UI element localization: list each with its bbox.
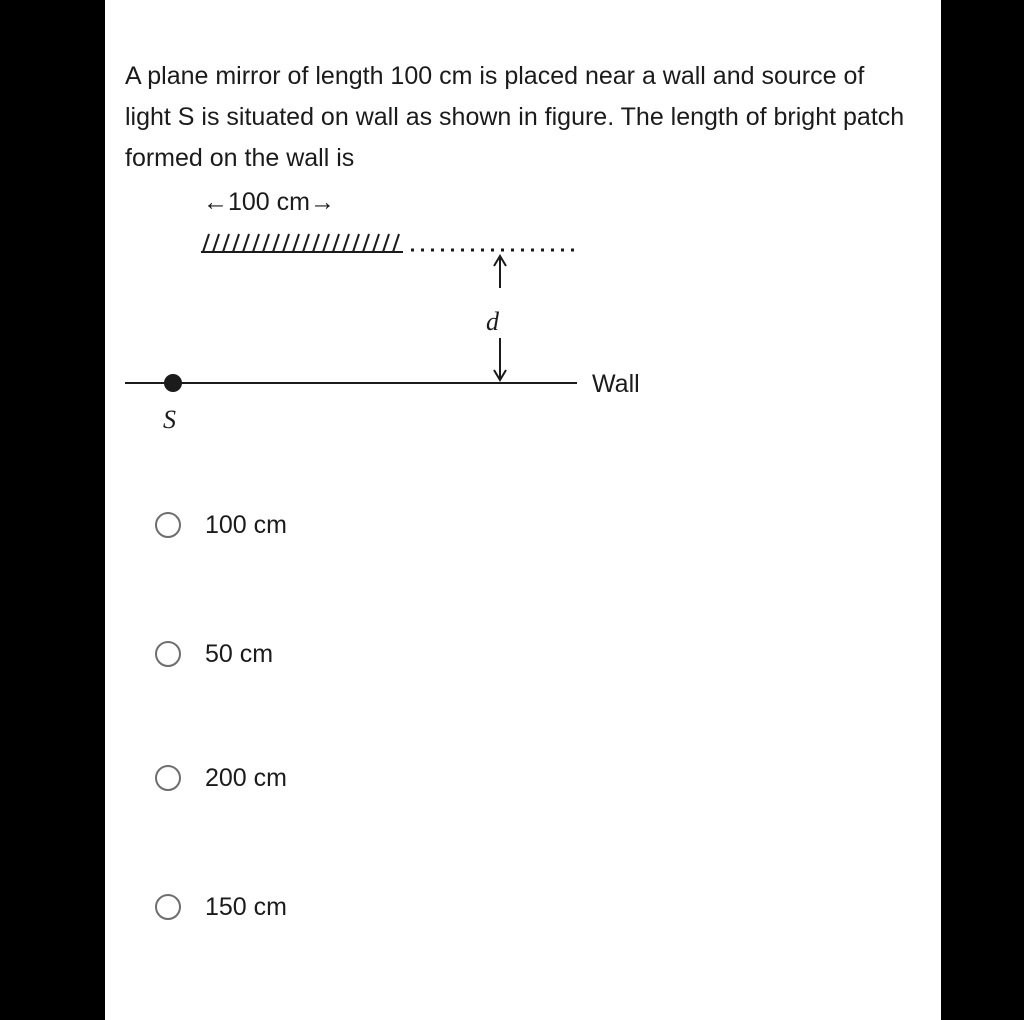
wall-label: Wall	[592, 370, 640, 398]
mirror	[201, 234, 403, 252]
light-source-dot	[164, 374, 182, 392]
question-text: A plane mirror of length 100 cm is placed near a wall and source of light S is situated on wall as shown in figure. The length of bright patch formed on the wall is	[125, 62, 905, 172]
option-label: 150 cm	[205, 892, 287, 921]
distance-label: d	[486, 307, 499, 336]
option-4[interactable]	[155, 887, 287, 927]
option-label: 200 cm	[205, 763, 287, 792]
mirror-wall-figure	[105, 180, 941, 450]
option-2[interactable]	[155, 634, 273, 674]
radio-button[interactable]	[155, 894, 181, 920]
radio-button[interactable]	[155, 765, 181, 791]
figure-drawing	[105, 180, 941, 450]
question-card	[105, 0, 941, 1020]
option-3[interactable]	[155, 758, 287, 798]
option-label: 100 cm	[205, 510, 287, 539]
source-label: S	[163, 405, 176, 434]
option-label: 50 cm	[205, 639, 274, 668]
radio-button[interactable]	[155, 512, 181, 538]
radio-button[interactable]	[155, 641, 181, 667]
option-1[interactable]	[155, 505, 287, 545]
mirror-length-label: ←100 cm→	[203, 188, 335, 216]
